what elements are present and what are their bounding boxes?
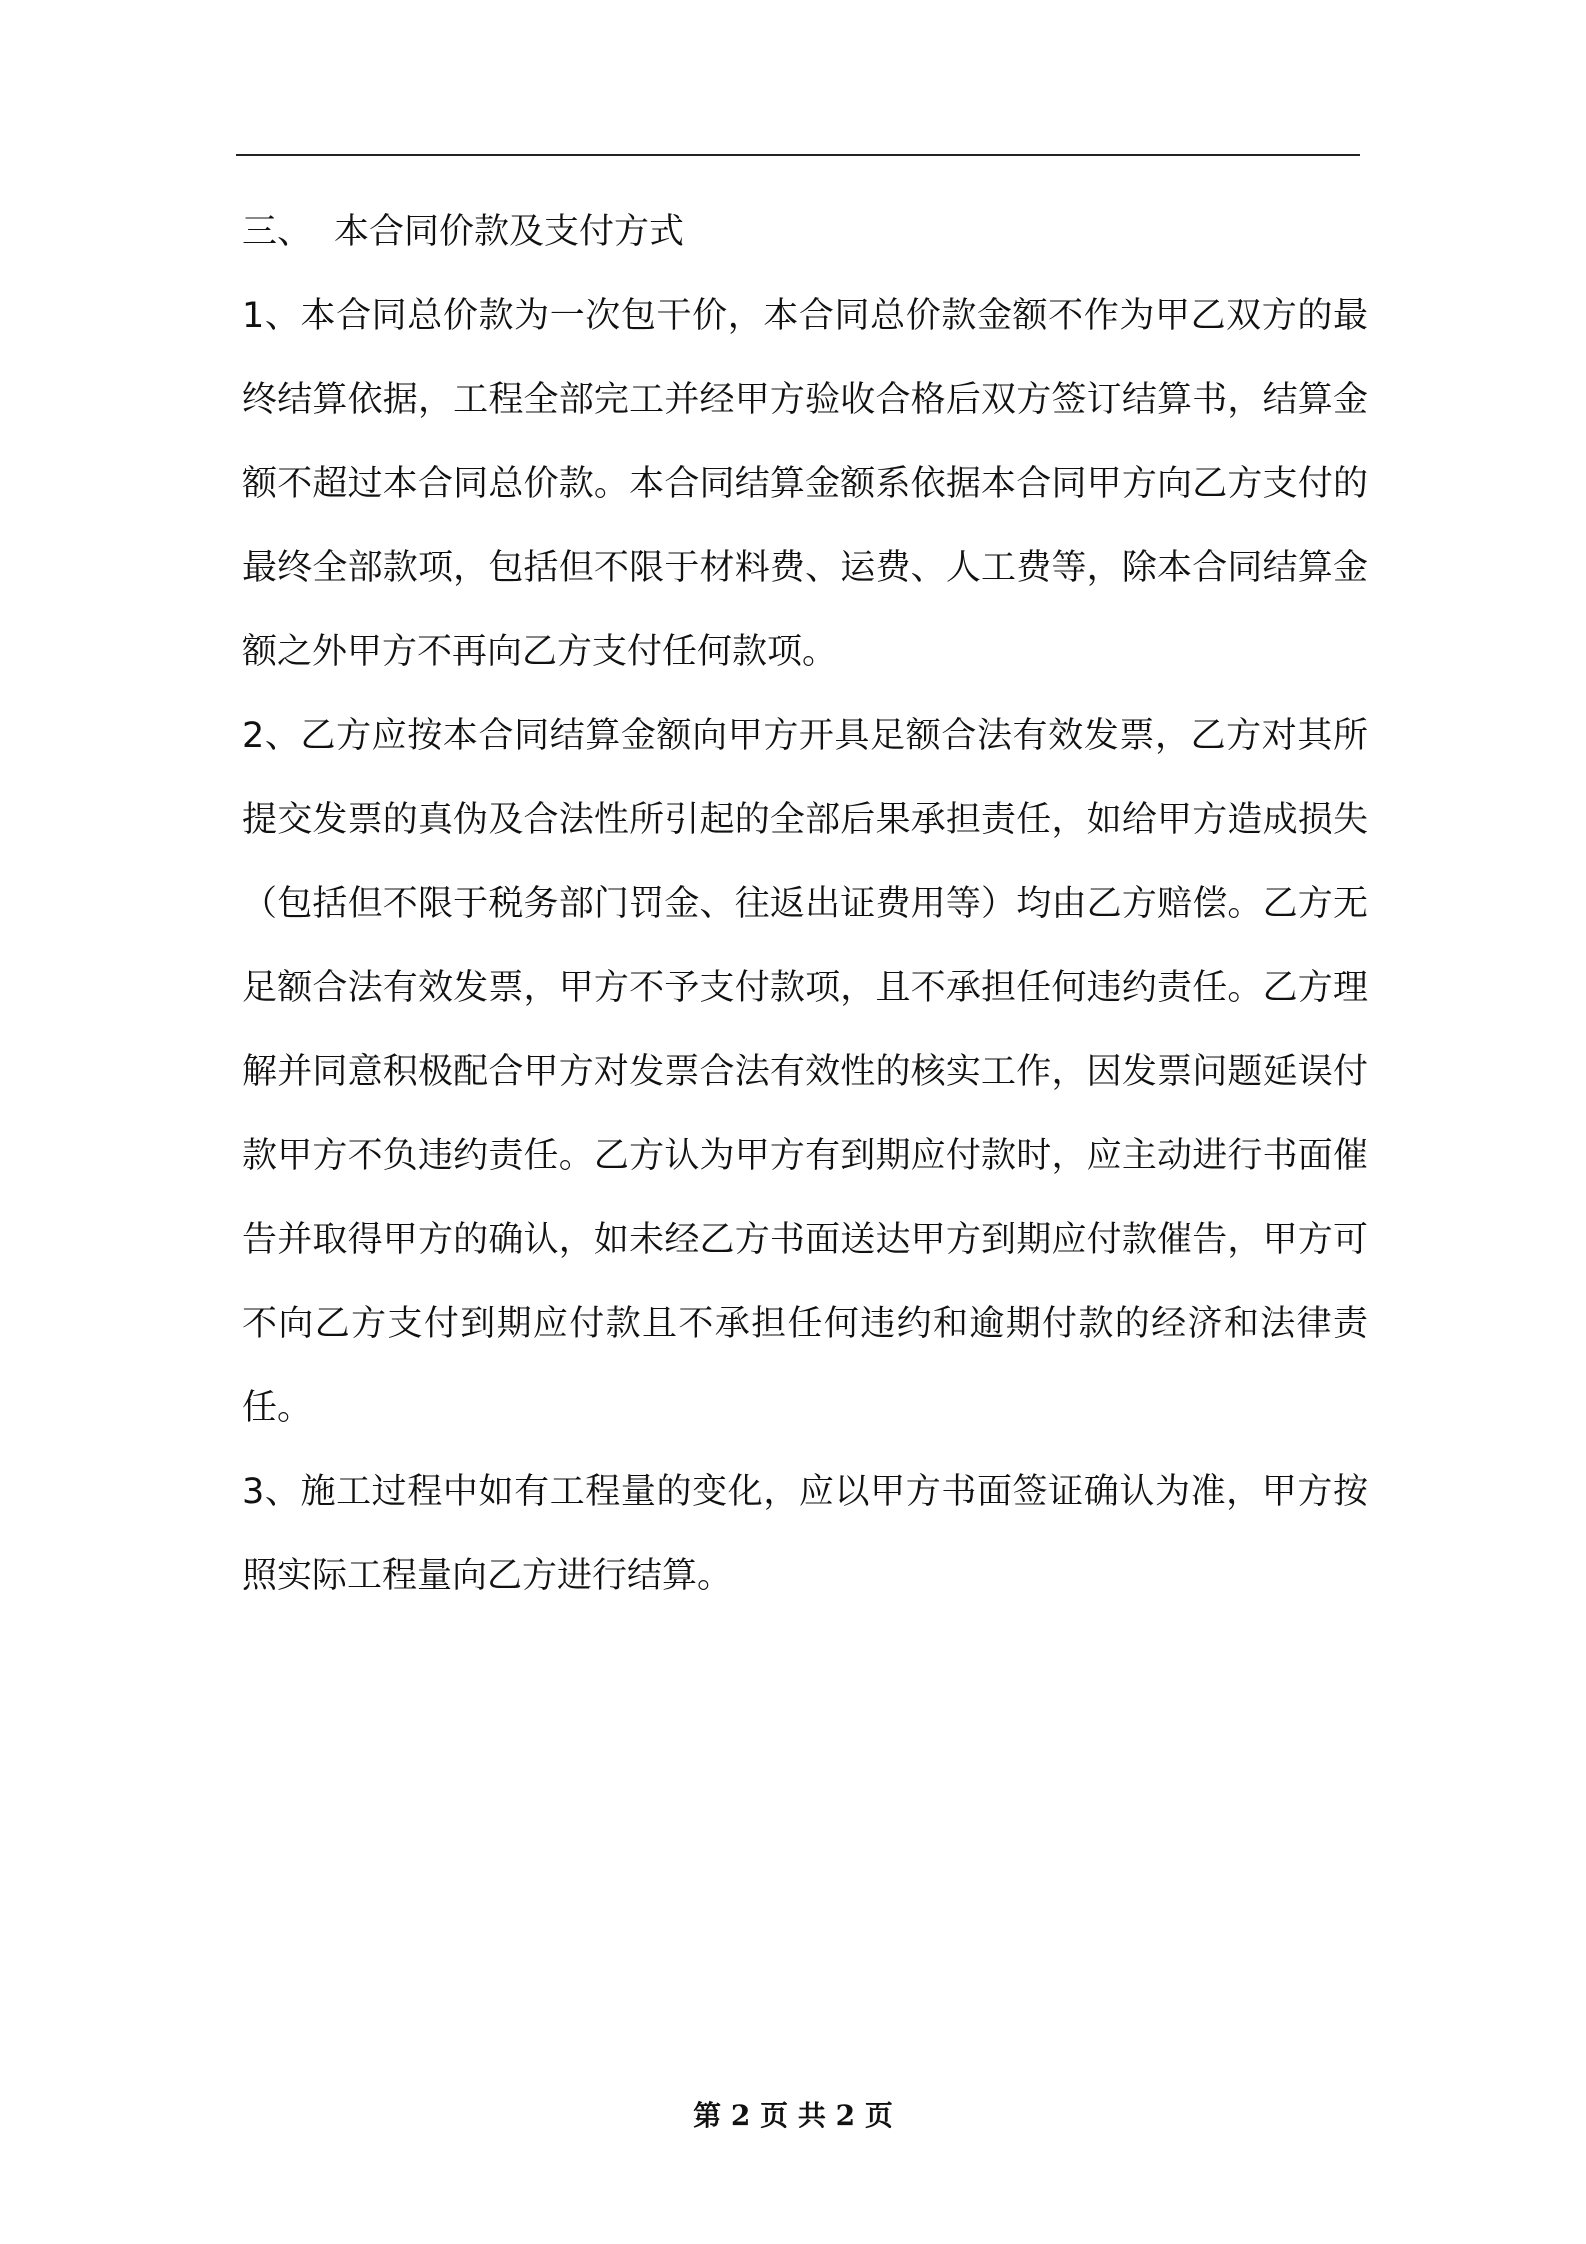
section-heading: [242, 190, 1368, 274]
section-title: 本合同价款及支付方式: [334, 212, 685, 252]
clause-1: 1、本合同总价款为一次包干价，本合同总价款金额不作为甲乙双方的最终结算依据，工程全部完工并经甲方验收合格后双方签订结算书，结算金额不超过本合同总价款。本合同结算金额系依据本合同甲方向乙方支付的最终全部款项，包括但不限于材料费、运费、人工费等，除本合同结算金额之外甲方不再向乙方支付任何款项。: [242, 296, 1368, 672]
section-number: 三、: [242, 212, 313, 252]
document-body: [242, 190, 1368, 1618]
clause-3: 3、施工过程中如有工程量的变化，应以甲方书面签证确认为准，甲方按照实际工程量向乙方进行结算。: [242, 1472, 1368, 1596]
clause-2: 2、乙方应按本合同结算金额向甲方开具足额合法有效发票，乙方对其所提交发票的真伪及合法性所引起的全部后果承担责任，如给甲方造成损失（包括但不限于税务部门罚金、往返出证费用等）均由乙方赔偿。乙方无足额合法有效发票，甲方不予支付款项，且不承担任何违约责任。乙方理解并同意积极配合甲方对发票合法有效性的核实工作，因发票问题延误付款甲方不负违约责任。乙方认为甲方有到期应付款时，应主动进行书面催告并取得甲方的确认，如未经乙方书面送达甲方到期应付款催告，甲方可不向乙方支付到期应付款且不承担任何违约和逾期付款的经济和法律责任。: [242, 716, 1368, 1428]
header-rule: [236, 154, 1360, 156]
page-number-footer: 第 2 页 共 2 页: [693, 2099, 893, 2132]
